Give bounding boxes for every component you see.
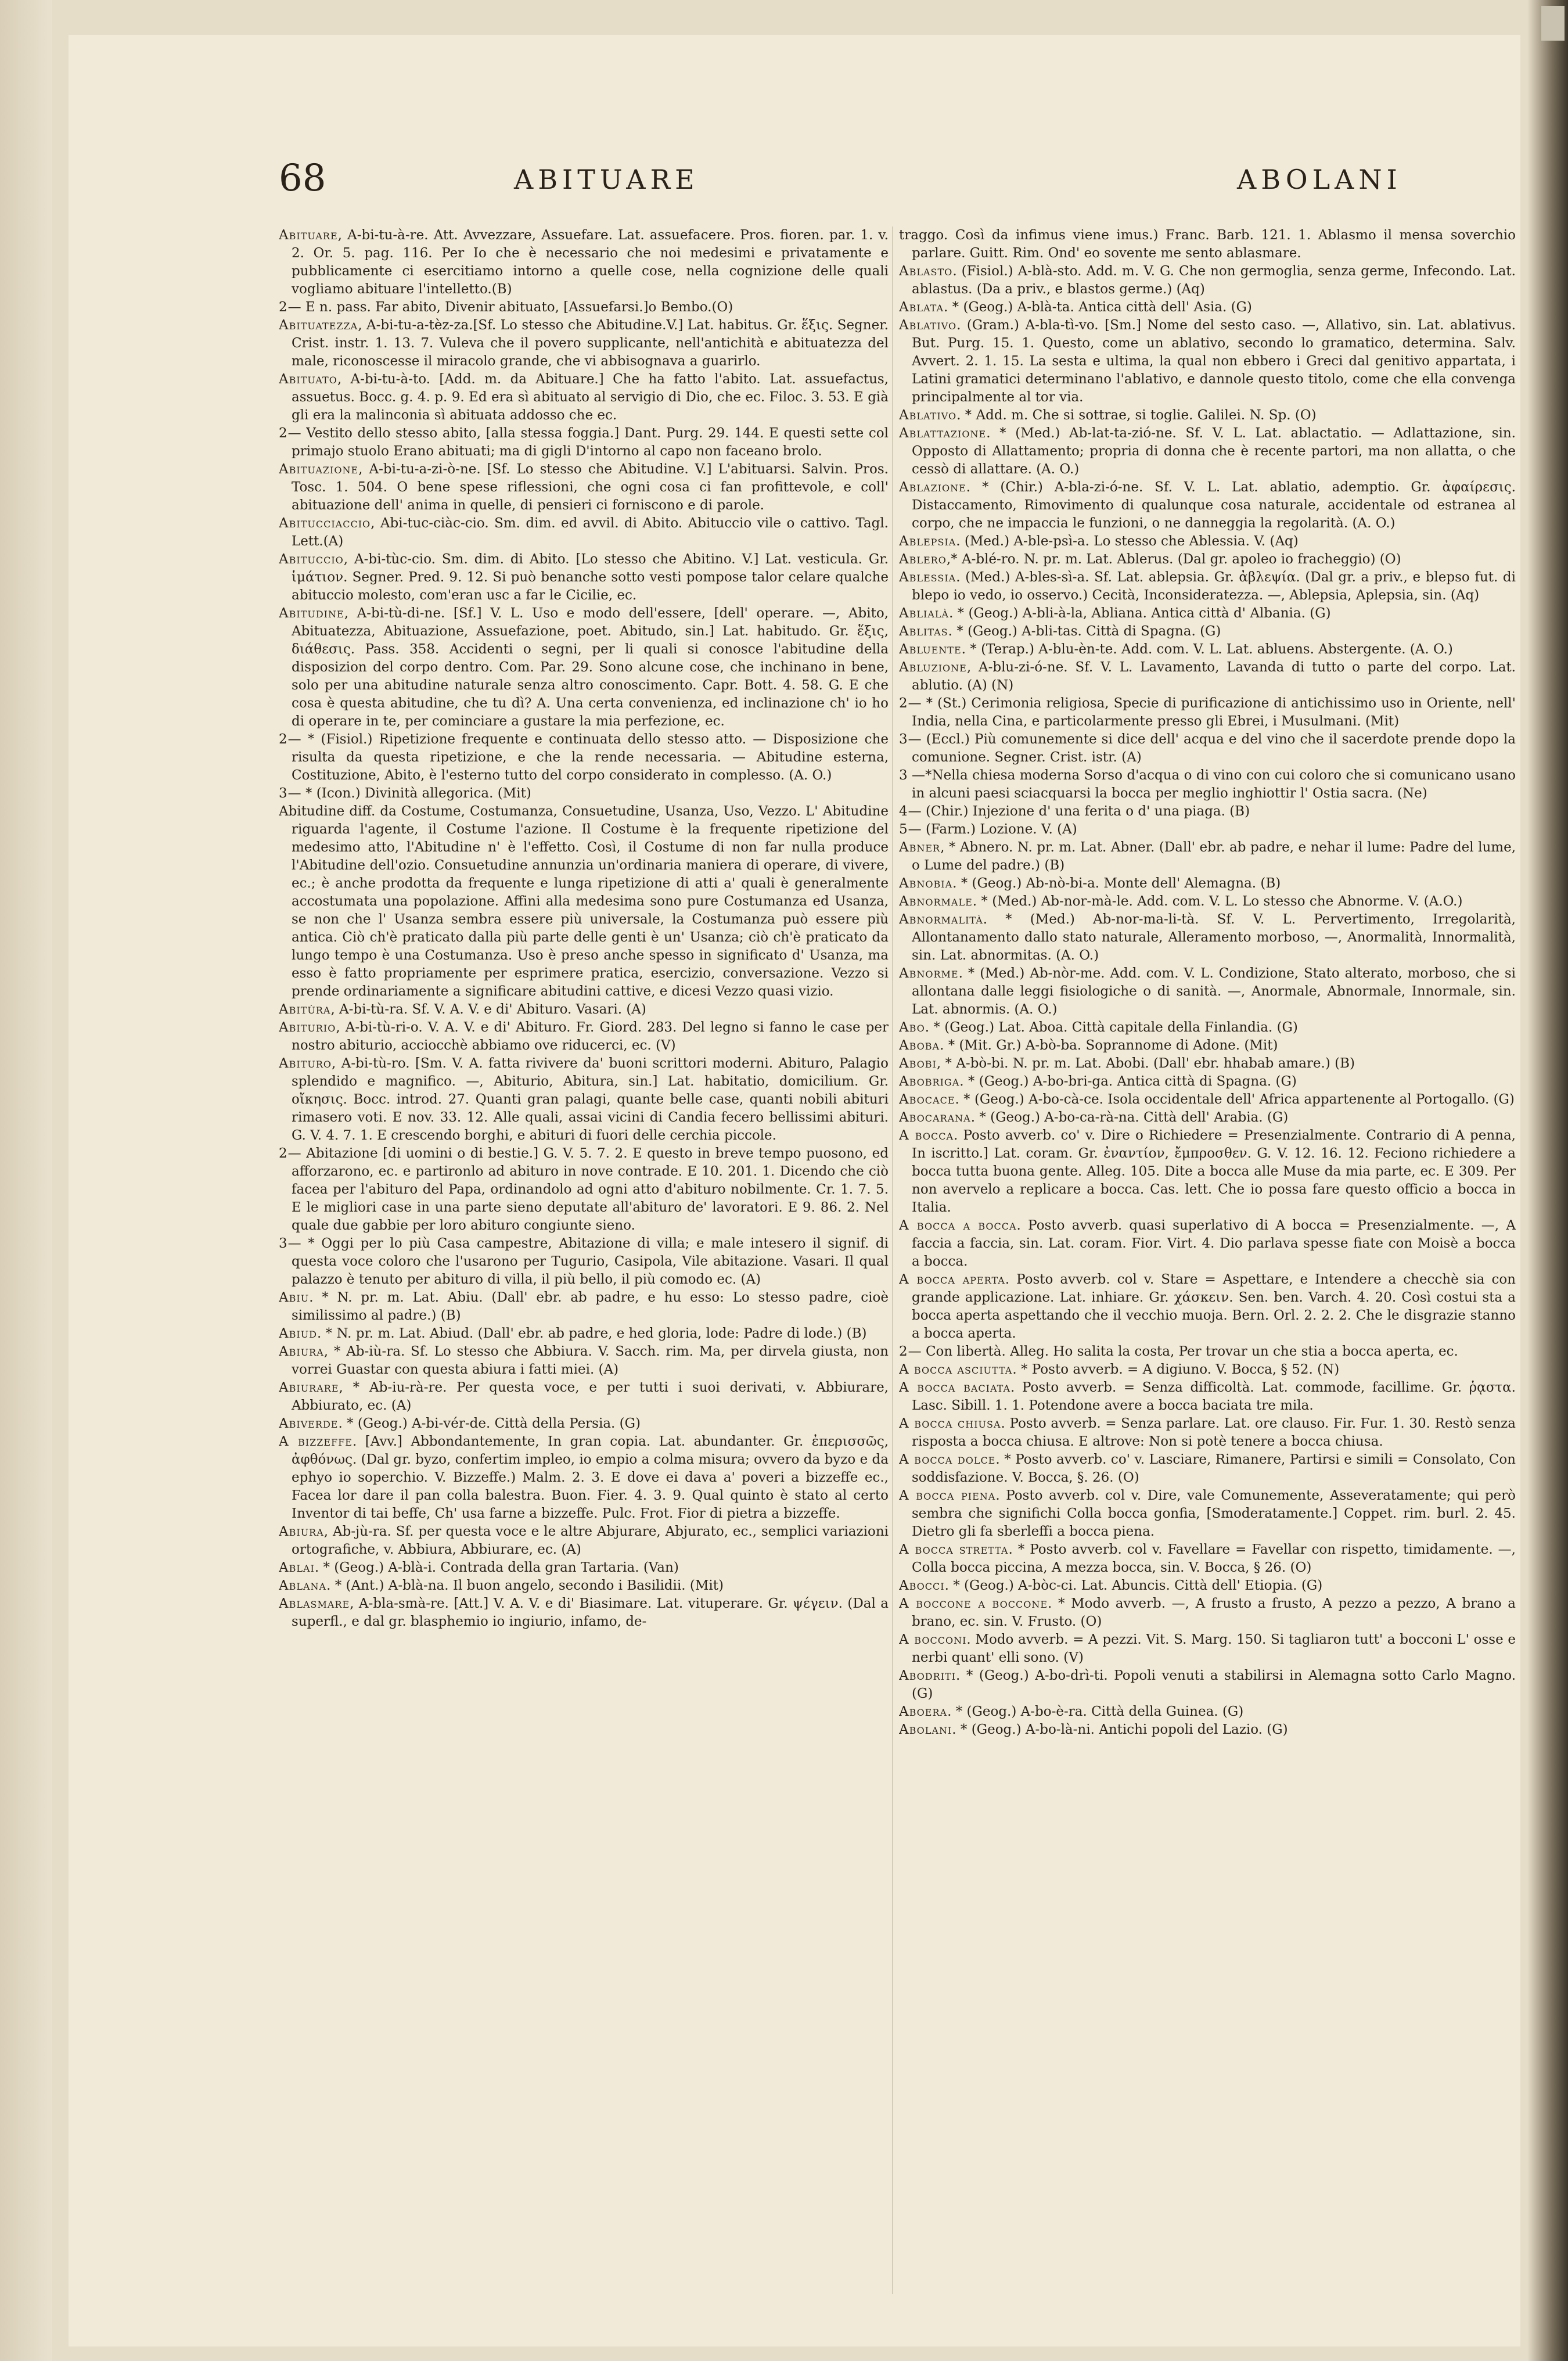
entry-text: , * Ab-iù-ra. Sf. Lo stesso che Abbiura. V. Sacch. rim. Ma, per dirvela giusta, non vorrei Guastar con questa abiura i fatti miei. (A) bbox=[292, 1344, 889, 1377]
entry-headword: Abitucciaccio bbox=[279, 516, 371, 531]
dictionary-entry bbox=[279, 1523, 889, 1559]
entry-text: . * (Mit. Gr.) A-bò-ba. Soprannome di Adone. (Mit) bbox=[940, 1038, 1278, 1053]
entry-text: . * (Geog.) A-bo-cà-ce. Isola occidentale dell' Africa appartenente al Portogallo. (G) bbox=[955, 1092, 1515, 1107]
entry-headword: A bocca bbox=[899, 1128, 954, 1143]
dictionary-entry bbox=[279, 1433, 889, 1523]
entry-headword: 4 bbox=[899, 804, 908, 819]
entry-headword: Ablattazione bbox=[899, 426, 987, 441]
entry-headword: Abituato bbox=[279, 372, 337, 387]
dictionary-entry bbox=[899, 1019, 1516, 1037]
entry-headword: Ablessia bbox=[899, 570, 956, 585]
dictionary-entry bbox=[279, 299, 889, 317]
entry-text: , A-bi-tù-ra. Sf. V. A. V. e di' Abituro. Vasari. (A) bbox=[330, 1002, 646, 1017]
dictionary-entry bbox=[899, 695, 1516, 731]
entry-headword: Ablasmare bbox=[279, 1596, 350, 1611]
entry-headword: Abituare bbox=[279, 228, 338, 243]
entry-text: , A-bi-tù-ro. [Sm. V. A. fatta rivivere da' buoni scrittori moderni. Abituro, Palagio splendido e magnifico. —, Abiturio, Abitura, sin.] Lat. habitatio, domicilium. Gr. οἴκησις. Bocc. introd. 27. Quanti gran palagi, quante belle case, quanti nobili abituri rimasero voti. E nov. 33. 12. Alle quali, assai vicini di Candia fecero bellissimi abituri. G. V. 4. 7. 1. E crescendo borghi, e abituri di fuori delle cerchia piccole. bbox=[292, 1056, 889, 1143]
dictionary-entry bbox=[279, 515, 889, 551]
entry-text: , A-bla-smà-re. [Att.] V. A. V. e di' Biasimare. Lat. vituperare. Gr. ψέγειν. (Dal a superfl., e dal gr. blasphemio io ingiurio, infamo, de- bbox=[292, 1596, 889, 1629]
entry-text: — (Eccl.) Più comunemente si dice dell' acqua e del vino che il sacerdote prende dopo la comunione. Segner. Crist. istr. (A) bbox=[908, 732, 1516, 765]
dictionary-entry bbox=[899, 767, 1516, 803]
dictionary-entry bbox=[899, 1577, 1516, 1595]
entry-headword: Abiu bbox=[279, 1290, 310, 1305]
dictionary-entry bbox=[279, 227, 889, 299]
entry-headword: 2 bbox=[279, 732, 288, 747]
entry-text: , A-bi-tu-à-re. Att. Avvezzare, Assuefare. Lat. assuefacere. Pros. fioren. par. 1. v. 2. Or. 5. pag. 116. Per Io che è necessario che noi medesimi e privatamente e pubblicamente ci esercitiamo intorno a quelle cose, nella cognizione delle quali vogliamo abituare l'intelletto.(B) bbox=[292, 228, 889, 297]
entry-headword: Abocace bbox=[899, 1092, 955, 1107]
entry-text: . Posto avverb. col v. Dire, vale Comunemente, Asseveratamente; qui però sembra che significhi Colla bocca gonfia, [Smoderatamente.] Coppet. rim. burl. 2. 45. Dietro gli fa sberleffi a bocca piena. bbox=[912, 1488, 1516, 1539]
entry-headword: Abolani bbox=[899, 1722, 952, 1737]
entry-headword: Aboera bbox=[899, 1704, 948, 1719]
dictionary-entry bbox=[899, 1703, 1516, 1721]
dictionary-entry bbox=[279, 1379, 889, 1415]
page-number: 68 bbox=[279, 157, 326, 200]
entry-headword: Ablialà bbox=[899, 606, 950, 621]
left-column bbox=[279, 227, 889, 2306]
right-column bbox=[899, 227, 1516, 2306]
dictionary-entry bbox=[899, 1073, 1516, 1091]
entry-headword: A bocca piena bbox=[899, 1488, 996, 1503]
entry-text: . Posto avverb. = Senza parlare. Lat. ore clauso. Fir. Fur. 1. 30. Restò senza risposta a bocca chiusa. E altrove: Non si potè tenere a bocca chiusa. bbox=[912, 1416, 1516, 1449]
entry-headword: Abiura bbox=[279, 1344, 324, 1359]
entry-headword: Abodriti bbox=[899, 1668, 956, 1683]
entry-headword: A bocca stretta bbox=[899, 1542, 1009, 1557]
entry-text: . (Gram.) A-bla-tì-vo. [Sm.] Nome del sesto caso. —, Allativo, sin. Lat. ablativus. But. Purg. 15. 1. Questo, come un ablativo, secondo lo gramatico, determina. Salv. Avvert. 2. 1. 15. La sesta e ultima, la qual non ebbero i Greci dal genitivo appartata, i Latini gramatici determinano l'ablativo, e dannole questo titolo, come che ella convenga principalmente al tor via. bbox=[912, 318, 1516, 405]
entry-headword: Ablazione bbox=[899, 480, 966, 495]
entry-text: — * (St.) Cerimonia religiosa, Specie di purificazione di antichissimo uso in Oriente, nell' India, nella Cina, e particolarmente presso gli Ebrei, i Musulmani. (Mit) bbox=[908, 696, 1516, 729]
entry-headword: A bocca dolce bbox=[899, 1452, 996, 1467]
dictionary-entry bbox=[279, 1343, 889, 1379]
entry-headword: Ablai bbox=[279, 1560, 315, 1575]
dictionary-entry bbox=[899, 1541, 1516, 1577]
entry-headword: Abobi bbox=[899, 1056, 937, 1071]
dictionary-entry bbox=[279, 605, 889, 731]
entry-headword: A bocca baciata bbox=[899, 1380, 1011, 1395]
entry-text: . * (Geog.) A-bòc-ci. Lat. Abuncis. Città dell' Etiopia. (G) bbox=[944, 1578, 1323, 1593]
dictionary-entry bbox=[279, 317, 889, 371]
dictionary-entry bbox=[899, 965, 1516, 1019]
entry-text: . Posto avverb. quasi superlativo di A bocca = Presenzialmente. —, A faccia a faccia, sin. Lat. coram. Fior. Virt. 4. Dio parlava spesse fiate con Moisè a bocca a bocca. bbox=[912, 1218, 1516, 1269]
entry-text: . * (Geog.) A-bo-bri-ga. Antica città di Spagna. (G) bbox=[959, 1074, 1297, 1089]
entry-headword: Ablativo bbox=[899, 408, 957, 423]
dictionary-entry bbox=[899, 1361, 1516, 1379]
dictionary-entry bbox=[279, 1235, 889, 1289]
dictionary-entry bbox=[279, 1325, 889, 1343]
entry-headword: A bocca chiusa bbox=[899, 1416, 1001, 1431]
dictionary-entry bbox=[899, 425, 1516, 479]
dictionary-entry bbox=[899, 803, 1516, 821]
entry-headword: Abnormale bbox=[899, 894, 973, 909]
entry-headword: 3 bbox=[279, 1236, 288, 1251]
entry-headword: 2 bbox=[279, 1146, 288, 1161]
entry-text: ,* A-blé-ro. N. pr. m. Lat. Ablerus. (Dal gr. apoleo io fracheggio) (O) bbox=[946, 552, 1401, 567]
entry-text: . [Avv.] Abbondantemente, In gran copia. Lat. abundanter. Gr. ἐπερισσῶς, ἀφθόνως. (Dal gr. byzo, confertim impleo, io empio a colma misura; ovvero da byzo e da ephyo io soperchio. V. Bizzeffe.) Malm. 2. 3. E dove ei dava a' poveri a bizzeffe ec., Facea lor dare il pan colla balestra. Buon. Fier. 4. 3. 9. Qual quinto è stato al certo Inventor di tai beffe, Ch' usa farne a bizzeffe. Pulc. Frot. Fior di pietra a bizzeffe. bbox=[292, 1434, 889, 1521]
dictionary-entry bbox=[899, 605, 1516, 623]
entry-text: . (Med.) A-bles-sì-a. Sf. Lat. ablepsia. Gr. ἀβλεψία. (Dal gr. a priv., e blepso fut. di blepo io vedo, io osservo.) Cecità, Inconsideratezza. —, Ablepsia, Aplepsia, sin. (Aq) bbox=[912, 570, 1516, 603]
dictionary-entry bbox=[279, 461, 889, 515]
entry-text: . * N. pr. m. Lat. Abiu. (Dall' ebr. ab padre, e hu esso: Lo stesso padre, cioè similissimo al padre.) (B) bbox=[292, 1290, 889, 1323]
entry-headword: Ablepsia bbox=[899, 534, 956, 549]
entry-headword: Ablitas bbox=[899, 624, 948, 639]
entry-headword: Abituatezza bbox=[279, 318, 358, 333]
entry-headword: Abituccio bbox=[279, 552, 344, 567]
entry-text: , A-blu-zi-ó-ne. Sf. V. L. Lavamento, Lavanda di tutto o parte del corpo. Lat. ablutio. (A) (N) bbox=[912, 660, 1516, 693]
dictionary-entry bbox=[279, 1055, 889, 1145]
dictionary-entry bbox=[899, 1271, 1516, 1343]
dictionary-entry bbox=[899, 1415, 1516, 1451]
entry-text: . * Posto avverb. col v. Favellare = Favellar con rispetto, timidamente. —, Colla bocca piccina, A mezza bocca, sin. V. Bocca, § 26. (O) bbox=[912, 1542, 1516, 1575]
entry-text: , A-bi-tù-di-ne. [Sf.] V. L. Uso e modo dell'essere, [dell' operare. —, Abito, Abituatezza, Abituazione, Assuefazione, poet. Abitudo, sin.] Lat. habitudo. Gr. ἕξις, διάθεσις. Pass. 358. Accidenti o segni, per li quali si conosce l'abitudine della disposizion del corpo dentro. Com. Par. 29. Sono alcune cose, che inchinano in bene, solo per una abitudine naturale senza altro conoscimento. Capr. Bott. 4. 58. G. E che cosa è questa abitudine, che tu dì? A. Una certa convenienza, ed inclinazione ch' io ho di operare in te, per cominciare a gustare la mia perfezione, ec. bbox=[292, 606, 889, 729]
dictionary-entry bbox=[899, 1631, 1516, 1667]
column-gutter bbox=[892, 227, 893, 2294]
entry-text: , Ab-jù-ra. Sf. per questa voce e le altre Abjurare, Abjurato, ec., semplici variazioni ortografiche, v. Abbiura, Abbiurare, ec. (A) bbox=[292, 1524, 889, 1557]
entry-headword: Ablata bbox=[899, 300, 944, 315]
entry-headword: Ablasto bbox=[899, 264, 953, 279]
entry-text: . * (Geog.) Ab-nò-bi-a. Monte dell' Alemagna. (B) bbox=[952, 876, 1281, 891]
entry-headword: Abituazione bbox=[279, 462, 359, 477]
dictionary-entry bbox=[279, 371, 889, 425]
page-header bbox=[279, 157, 1498, 209]
entry-headword: A bocca aperta bbox=[899, 1272, 1005, 1287]
dictionary-entry bbox=[279, 1145, 889, 1235]
entry-text: . (Med.) A-ble-psì-a. Lo stesso che Ablessia. V. (Aq) bbox=[956, 534, 1299, 549]
running-head-right: ABOLANI bbox=[1237, 164, 1402, 195]
entry-headword: Ablero bbox=[899, 552, 947, 567]
dictionary-entry bbox=[899, 1037, 1516, 1055]
entry-text: — Vestito dello stesso abito, [alla stessa foggia.] Dant. Purg. 29. 144. E questi sette col primajo stuolo Erano abituati; ma di gigli D'intorno al capo non faceano brolo. bbox=[287, 426, 889, 459]
dictionary-entry bbox=[899, 911, 1516, 965]
dictionary-entry bbox=[899, 623, 1516, 641]
entry-text: , A-bi-tù-ri-o. V. A. V. e di' Abituro. Fr. Giord. 283. Del legno si fanno le case per nostro abiturio, acciocchè abbiamo ove riducerci, ec. (V) bbox=[292, 1020, 889, 1053]
entry-text: . * Posto avverb. co' v. Lasciare, Rimanere, Partirsi e simili = Consolato, Con soddisfazione. V. Bocca, §. 26. (O) bbox=[912, 1452, 1516, 1485]
entry-headword: Abnobia bbox=[899, 876, 953, 891]
entry-headword: Abiurare bbox=[279, 1380, 339, 1395]
dictionary-entry bbox=[899, 1487, 1516, 1541]
dictionary-entry bbox=[279, 1019, 889, 1055]
entry-text: , * Abnero. N. pr. m. Lat. Abner. (Dall' ebr. ab padre, e nehar il lume: Padre del lume, o Lume del padre.) (B) bbox=[912, 840, 1516, 873]
dictionary-entry bbox=[279, 551, 889, 605]
dictionary-entry bbox=[899, 569, 1516, 605]
entry-headword: Aboba bbox=[899, 1038, 940, 1053]
entry-headword: Abluzione bbox=[899, 660, 967, 675]
dictionary-entry bbox=[899, 1217, 1516, 1271]
entry-text: . * (Med.) Ab-lat-ta-zió-ne. Sf. V. L. Lat. ablactatio. — Adlattazione, sin. Opposto di Allattamento; propria di donna che è recente partori, ma non allatta, o che cessò di allattare. (A. O.) bbox=[912, 426, 1516, 477]
entry-text: . * (Geog.) A-bi-vér-de. Città della Persia. (G) bbox=[338, 1416, 641, 1431]
entry-text: , A-bi-tu-à-to. [Add. m. da Abituare.] Che ha fatto l'abito. Lat. assuefactus, assuetus. Bocc. g. 4. p. 9. Ed era sì abituato al servigio di Dio, che ec. Filoc. 3. 53. E già gli era la malinconia sì abituata addosso che ec. bbox=[292, 372, 889, 423]
entry-text: . * Posto avverb. = A digiuno. V. Bocca, § 52. (N) bbox=[1012, 1362, 1340, 1377]
entry-text: . * (Med.) Ab-nor-ma-li-tà. Sf. V. L. Pervertimento, Irregolarità, Allontanamento dallo stato naturale, Alleramento morboso, —, Anormalità, Innormalità, sin. Lat. abnormitas. (A. O.) bbox=[912, 912, 1516, 963]
dictionary-entry bbox=[899, 659, 1516, 695]
entry-headword: 2 bbox=[899, 1344, 908, 1359]
dictionary-entry bbox=[899, 1055, 1516, 1073]
dictionary-entry bbox=[279, 1595, 889, 1631]
entry-headword: Abiverde bbox=[279, 1416, 339, 1431]
entry-headword: Abiud bbox=[279, 1326, 318, 1341]
entry-headword: Abnorme bbox=[899, 966, 959, 981]
entry-text: . * (Med.) Ab-nòr-me. Add. com. V. L. Condizione, Stato alterato, morboso, che si allontana dalle leggi fisiologiche o di sanità. —, Anormale, Abnormale, Innormale, sin. Lat. abnormis. (A. O.) bbox=[912, 966, 1516, 1017]
entry-text: . * N. pr. m. Lat. Abiud. (Dall' ebr. ab padre, e hed gloria, lode: Padre di lode.) (B) bbox=[317, 1326, 867, 1341]
dictionary-entry bbox=[899, 407, 1516, 425]
entry-text: . * (Geog.) A-blà-i. Contrada della gran Tartaria. (Van) bbox=[314, 1560, 679, 1575]
entry-headword: Abituro bbox=[279, 1056, 332, 1071]
entry-text: , A-bi-tùc-cio. Sm. dim. di Abito. [Lo stesso che Abitino. V.] Lat. vesticula. Gr. ἱμάτιον. Segner. Pred. 9. 12. Si può benanche sotto vesti pompose talor celare qualche abituccio molesto, com'eran usc a far le Cicilie, ec. bbox=[292, 552, 889, 603]
dictionary-entry bbox=[899, 299, 1516, 317]
entry-text: . Posto avverb. = Senza difficoltà. Lat. commode, facillime. Gr. ῥᾳστα. Lasc. Sibill. 1. 1. Potendone avere a bocca baciata tre mila. bbox=[912, 1380, 1516, 1413]
entry-headword: 3 bbox=[899, 732, 908, 747]
dictionary-entry bbox=[899, 1091, 1516, 1109]
entry-text: . * (Geog.) A-bli-tas. Città di Spagna. (G) bbox=[948, 624, 1221, 639]
entry-headword: A bocconi bbox=[899, 1632, 967, 1647]
entry-text: . * (Geog.) A-bli-à-la, Abliana. Antica città d' Albania. (G) bbox=[949, 606, 1331, 621]
entry-headword: Abobriga bbox=[899, 1074, 960, 1089]
entry-text: . (Fisiol.) A-blà-sto. Add. m. V. G. Che non germoglia, senza germe, Infecondo. Lat. ablastus. (Da a priv., e blastos germe.) (Aq) bbox=[912, 264, 1516, 297]
dictionary-entry bbox=[899, 227, 1516, 263]
entry-text: . * (Med.) Ab-nor-mà-le. Add. com. V. L. Lo stesso che Abnorme. V. (A.O.) bbox=[972, 894, 1463, 909]
scan-left-margin bbox=[0, 0, 52, 2361]
entry-text: . * (Geog.) A-bo-è-ra. Città della Guinea. (G) bbox=[947, 1704, 1244, 1719]
dictionary-entry bbox=[899, 839, 1516, 875]
entry-text: — Abitazione [di uomini o di bestie.] G. V. 5. 7. 2. E questo in breve tempo puosono, ed afforzarono, ec. e partironlo ad abituro in nove contrade. E 10. 201. 1. Dicendo che ciò facea per l'abituro del Papa, ordinandolo ad ogni atto d'abituro nobilmente. Cr. 1. 7. 5. E le migliori case in una parte sieno deputate all'abituro de' lavoratori. E 9. 86. 2. Nel quale due gabbie per loro abituro congiunte sieno. bbox=[287, 1146, 889, 1233]
dictionary-entry bbox=[899, 533, 1516, 551]
entry-headword: Abiturio bbox=[279, 1020, 336, 1035]
entry-headword: 3 bbox=[279, 786, 288, 801]
entry-text: . * (Geog.) A-bo-drì-ti. Popoli venuti a stabilirsi in Alemagna sotto Carlo Magno. (G) bbox=[912, 1668, 1516, 1701]
entry-headword: 2 bbox=[279, 426, 288, 441]
entry-text: , * Ab-iu-rà-re. Per questa voce, e per tutti i suoi derivati, v. Abbiurare, Abbiurato, ec. (A) bbox=[292, 1380, 889, 1413]
dictionary-entry bbox=[279, 1577, 889, 1595]
entry-headword: Abocci bbox=[899, 1578, 945, 1593]
entry-text: . * (Chir.) A-bla-zi-ó-ne. Sf. V. L. Lat. ablatio, ademptio. Gr. ἀφαίρεσις. Distaccamento, Rimovimento di qualunque cosa naturale, accidentale od estranea al corpo, che ne impaccia le funzioni, o ne danneggia la regolarità. (A. O.) bbox=[912, 480, 1516, 531]
entry-headword: Abocarana bbox=[899, 1110, 971, 1125]
entry-text: — (Farm.) Lozione. V. (A) bbox=[908, 822, 1077, 837]
scan-binding-edge bbox=[1527, 0, 1568, 2361]
entry-text: — * (Fisiol.) Ripetizione frequente e continuata dello stesso atto. — Disposizione che risulta da questa ripetizione, e che la rende necessaria. — Abitudine esterna, Costituzione, Abito, è l'esterno tutto del corpo considerato in complesso. (A. O.) bbox=[287, 732, 889, 783]
entry-headword: Ablana bbox=[279, 1578, 327, 1593]
entry-text: . * (Geog.) Lat. Aboa. Città capitale della Finlandia. (G) bbox=[925, 1020, 1298, 1035]
entry-text: , A-bi-tu-a-tèz-za.[Sf. Lo stesso che Abitudine.V.] Lat. habitus. Gr. ἕξις. Segner. Crist. instr. 1. 13. 7. Vuleva che il povero supplicante, nell'antichità e abituatezza del male, riconoscesse il miracolo grande, che vi abbisognava a guarirlo. bbox=[292, 318, 889, 369]
entry-text: — (Chir.) Injezione d' una ferita o d' una piaga. (B) bbox=[908, 804, 1250, 819]
dictionary-entry bbox=[899, 1595, 1516, 1631]
dictionary-entry bbox=[899, 479, 1516, 533]
entry-headword: Abitudine bbox=[279, 606, 344, 621]
entry-headword: Ablativo bbox=[899, 318, 957, 333]
entry-text: Abitudine diff. da Costume, Costumanza, Consuetudine, Usanza, Uso, Vezzo. L' Abitudine riguarda l'agente, il Costume l'azione. Il Costume è la frequente ripetizione del medesimo atto, l'Abitudine n' è l'effetto. Così, il Costume di non far nulla produce l'Abitudine dell'ozio. Consuetudine annunzia un'ordinaria maniera di operare, di vivere, ec.; è anche prodotta da frequente e lunga ripetizione di atti a' quali è generalmente accostumata una popolazione. Affini alla medesima sono pure Costumanza ed Usanza, se non che l' Usanza sembra essere più universale, la Costumanza può essere più antica. Ciò ch'è praticato dalla più parte delle genti è un' Usanza; ciò ch'è praticato da lungo tempo è una Costumanza. Uso è preso anche spesso in significato d' Usanza, ma esso è fatto propriamente per esprimere pratica, esercizio, conversazione. Vezzo si prende ordinariamente a significare abitudini cattive, e dicesi Vezzo quasi vizio. bbox=[279, 804, 889, 999]
entry-text: — Con libertà. Alleg. Ho salita la costa, Per trovar un che stia a bocca aperta, ec. bbox=[908, 1344, 1458, 1359]
dictionary-entry bbox=[279, 1289, 889, 1325]
entry-headword: Abitùra bbox=[279, 1002, 331, 1017]
scan-color-patch bbox=[1541, 6, 1565, 41]
entry-headword: Abiura bbox=[279, 1524, 324, 1539]
dictionary-entry bbox=[899, 893, 1516, 911]
dictionary-entry bbox=[899, 1451, 1516, 1487]
dictionary-entry bbox=[899, 821, 1516, 839]
dictionary-entry bbox=[899, 1379, 1516, 1415]
entry-text: — E n. pass. Far abito, Divenir abituato, [Assuefarsi.]o Bembo.(O) bbox=[287, 300, 733, 315]
entry-text: . * (Terap.) A-blu-èn-te. Add. com. V. L. Lat. abluens. Abstergente. (A. O.) bbox=[961, 642, 1453, 657]
entry-headword: A bocca asciutta bbox=[899, 1362, 1013, 1377]
dictionary-entry bbox=[899, 317, 1516, 407]
dictionary-entry bbox=[899, 641, 1516, 659]
entry-text: — * (Icon.) Divinità allegorica. (Mit) bbox=[287, 786, 531, 801]
entry-text: . Posto avverb. col v. Stare = Aspettare, e Intendere a checchè sia con grande applicazione. Lat. inhiare. Gr. χάσκειν. Sen. ben. Varch. 4. 20. Così costui sta a bocca aperta aspettando che il vecchio muoja. Bern. Orl. 2. 2. 2. Che le disgrazie stanno a bocca aperta. bbox=[912, 1272, 1516, 1341]
dictionary-entry bbox=[899, 1667, 1516, 1703]
entry-headword: 2 bbox=[899, 696, 908, 711]
dictionary-entry bbox=[899, 1343, 1516, 1361]
dictionary-entry bbox=[899, 551, 1516, 569]
dictionary-entry bbox=[279, 425, 889, 461]
entry-text: 3 —*Nella chiesa moderna Sorso d'acqua o di vino con cui coloro che si comunicano usano in alcuni paesi sciacquarsi la bocca per meglio inghiottir l' Ostia sacra. (Ne) bbox=[899, 768, 1516, 801]
entry-text: . * Modo avverb. —, A frusto a frusto, A pezzo a pezzo, A brano a brano, ec. sin. V. Frusto. (O) bbox=[912, 1596, 1516, 1629]
dictionary-entry bbox=[279, 803, 889, 1001]
entry-text: . * Add. m. Che si sottrae, si toglie. Galilei. N. Sp. (O) bbox=[956, 408, 1317, 423]
dictionary-entry bbox=[279, 785, 889, 803]
entry-text: . * (Geog.) A-bo-là-ni. Antichi popoli del Lazio. (G) bbox=[952, 1722, 1288, 1737]
dictionary-entry bbox=[279, 1001, 889, 1019]
entry-text: . Modo avverb. = A pezzi. Vit. S. Marg. 150. Si tagliaron tutt' a bocconi L' osse e nerbi quant' elli sono. (V) bbox=[912, 1632, 1516, 1665]
entry-headword: Abnormalità bbox=[899, 912, 983, 927]
entry-text: . * (Ant.) A-blà-na. Il buon angelo, secondo i Basilidii. (Mit) bbox=[326, 1578, 724, 1593]
dictionary-entry bbox=[899, 263, 1516, 299]
entry-text: . Posto avverb. co' v. Dire o Richiedere = Presenzialmente. Contrario di A penna, In iscritto.] Lat. coram. Gr. ἐναντίον, ἔμπροσθεν. G. V. 12. 16. 12. Feciono richiedere a bocca tutta buona gente. Alleg. 105. Dite a bocca alle Muse da mia parte, ec. E 309. Per non avervelo a replicare a bocca. Cas. lett. Che io possa fare questo officio a bocca in Italia. bbox=[912, 1128, 1516, 1215]
entry-headword: A bizzeffe bbox=[279, 1434, 353, 1449]
dictionary-entry bbox=[279, 1559, 889, 1577]
dictionary-entry bbox=[279, 1415, 889, 1433]
dictionary-entry bbox=[899, 1109, 1516, 1127]
dictionary-entry bbox=[899, 1721, 1516, 1739]
running-head-left: ABITUARE bbox=[514, 164, 699, 195]
dictionary-entry bbox=[279, 731, 889, 785]
dictionary-entry bbox=[899, 875, 1516, 893]
entry-headword: Abo bbox=[899, 1020, 925, 1035]
entry-headword: Abner bbox=[899, 840, 941, 855]
entry-headword: A boccone a boccone bbox=[899, 1596, 1048, 1611]
entry-text: — * Oggi per lo più Casa campestre, Abitazione di villa; e male intesero il signif. di questa voce coloro che l'usarono per Tugurio, Casipola, Vile abitazione. Vasari. Il qual palazzo è tenuto per abituro di villa, il più bello, il più comodo ec. (A) bbox=[287, 1236, 889, 1287]
entry-headword: Abluente bbox=[899, 642, 962, 657]
dictionary-entry bbox=[899, 1127, 1516, 1217]
entry-headword: 5 bbox=[899, 822, 908, 837]
entry-headword: 2 bbox=[279, 300, 288, 315]
entry-text: . * (Geog.) A-bo-ca-rà-na. Città dell' Arabia. (G) bbox=[970, 1110, 1289, 1125]
entry-headword: A bocca a bocca bbox=[899, 1218, 1017, 1233]
entry-text: , A-bi-tu-a-zi-ò-ne. [Sf. Lo stesso che Abitudine. V.] L'abituarsi. Salvin. Pros. Tosc. 1. 504. O bene spese riflessioni, che ogni cosa ci fan profittevole, e coll' abituazione dell' anima in quelle, di pensieri ci forniscono e di parole. bbox=[292, 462, 889, 513]
dictionary-entry bbox=[899, 731, 1516, 767]
entry-text: traggo. Così da infimus viene imus.) Franc. Barb. 121. 1. Ablasmo il mensa soverchio parlare. Guitt. Rim. Ond' eo sovente me sento ablasmare. bbox=[899, 228, 1516, 261]
entry-text: , Abi-tuc-ciàc-cio. Sm. dim. ed avvil. di Abito. Abituccio vile o cattivo. Tagl. Lett.(A) bbox=[292, 516, 889, 549]
entry-text: , * A-bò-bi. N. pr. m. Lat. Abobi. (Dall' ebr. hhabab amare.) (B) bbox=[936, 1056, 1355, 1071]
entry-text: . * (Geog.) A-blà-ta. Antica città dell' Asia. (G) bbox=[944, 300, 1252, 315]
